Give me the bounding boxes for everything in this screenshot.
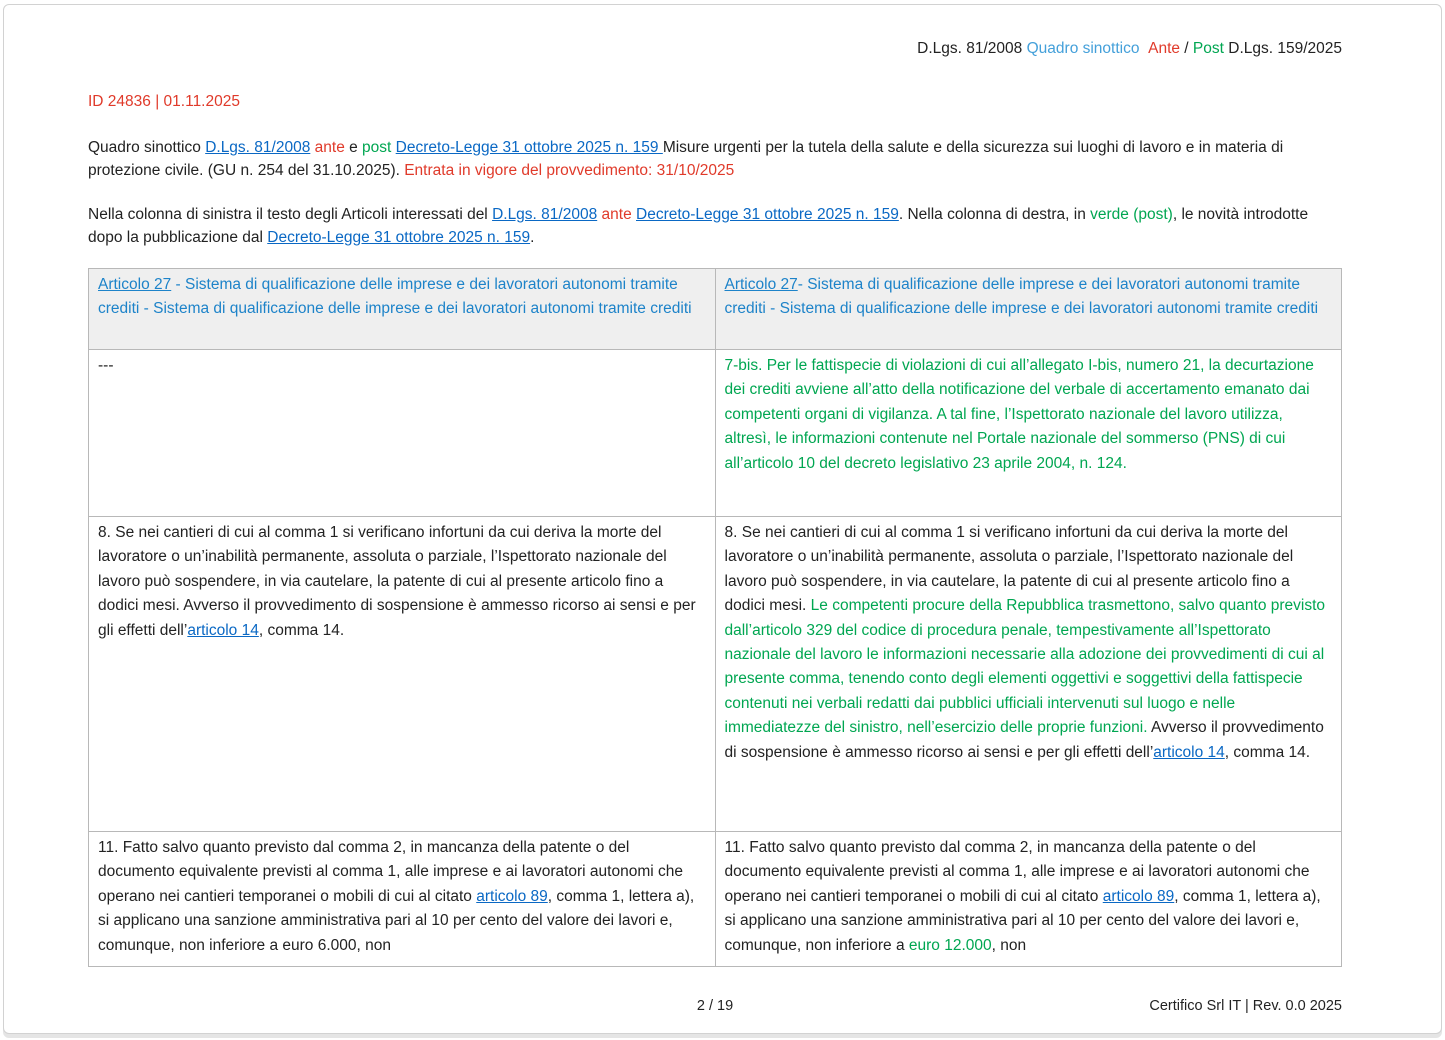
page-footer	[88, 998, 1342, 1018]
text-link[interactable]: Decreto-Legge 31 ottobre 2025 n. 159	[395, 139, 663, 156]
text-link[interactable]: D.Lgs. 81/2008	[205, 139, 311, 156]
text-segment: , le novità introdotte dopo la pubblicazione dal	[88, 206, 1309, 246]
text-segment: , comma 1, lettera a), si applicano una sanzione amministrativa pari al 10 per cento del valore dei lavori e, comunque, non inferiore a euro 6.000, non	[98, 887, 695, 954]
text-segment: .	[530, 228, 535, 246]
text-link[interactable]: Decreto-Legge 31 ottobre 2025 n. 159	[267, 228, 531, 246]
text-segment: Avverso il provvedimento di sospensione è ammesso ricorso ai sensi e per gli effetti dell’	[724, 719, 1324, 761]
text-segment: Ante	[1148, 40, 1180, 57]
text-segment: - Sistema di qualificazione delle imprese e dei lavoratori autonomi tramite crediti - Sistema di qualificazione delle imprese e dei lavoratori autonomi tramite crediti	[724, 276, 1319, 318]
text-link[interactable]: Articolo 27	[98, 276, 172, 293]
header-cell-ante-text	[98, 273, 705, 322]
footer-brand: Certifico Srl IT | Rev. 0.0 2025	[1149, 998, 1342, 1014]
text-segment: Quadro sinottico	[1026, 40, 1140, 57]
header-cell-post	[715, 269, 1342, 350]
text-segment: 7-bis. Per le fattispecie di violazioni di cui all’allegato I-bis, numero 21, la decurtazione dei crediti avviene all’atto della notificazione del verbale di accertamento emanato dai competenti organi di vigilanza. A tal fine, l’Ispettorato nazionale del lavoro utilizza, altresì, le informazioni contenute nel Portale nazionale del sommerso (PNS) di cui all’articolo 10 del decreto legislativo 23 aprile 2004, n. 124.	[724, 357, 1314, 472]
text-segment: ante	[314, 139, 345, 156]
page-number-indicator: 2 / 19	[696, 998, 734, 1014]
table-row	[89, 350, 1342, 517]
cell-post	[715, 350, 1342, 517]
cell-post-text	[725, 521, 1332, 765]
cell-post	[715, 832, 1342, 967]
header-cell-ante	[89, 269, 716, 350]
text-segment: /	[1180, 40, 1193, 57]
text-segment: Misure urgenti per la tutela della salute e della sicurezza sui luoghi di lavoro e in materia di protezione civile. (GU n. 254 del 31.10.2025).	[88, 139, 1284, 179]
text-segment	[1139, 40, 1148, 57]
text-segment: D.Lgs. 81/2008	[917, 40, 1027, 57]
text-segment: Nella colonna di sinistra il testo degli Articoli interessati del	[88, 206, 493, 223]
cell-ante	[89, 517, 716, 832]
text-segment: ---	[98, 357, 114, 374]
text-segment: . Nella colonna di destra, in	[898, 206, 1091, 223]
text-segment: Entrata in vigore del provvedimento: 31/10/2025	[404, 161, 735, 179]
header-cell-post-text	[725, 273, 1332, 322]
text-link[interactable]: articolo 89	[1102, 887, 1175, 905]
text-segment: post	[362, 139, 392, 156]
cell-post-text	[725, 354, 1332, 476]
page-top-header	[88, 39, 1342, 59]
text-segment: - Sistema di qualificazione delle imprese e dei lavoratori autonomi tramite crediti - Sistema di qualificazione delle imprese e dei lavoratori autonomi tramite crediti	[98, 276, 692, 318]
cell-ante-text	[98, 521, 705, 643]
text-link[interactable]: articolo 89	[476, 887, 548, 905]
cell-post	[715, 517, 1342, 832]
intro-paragraph	[88, 137, 1342, 182]
cell-ante	[89, 832, 716, 967]
document-page	[3, 4, 1442, 1034]
table-row	[89, 832, 1342, 967]
columns-note-paragraph	[88, 204, 1342, 249]
comparison-table-wrap	[88, 268, 1342, 967]
text-link[interactable]: articolo 14	[1153, 743, 1225, 761]
table-header-row	[89, 269, 1342, 350]
text-link[interactable]: D.Lgs. 81/2008	[492, 206, 598, 223]
text-segment: ante	[601, 206, 632, 223]
text-segment: e	[344, 139, 363, 156]
text-segment: Quadro sinottico	[88, 139, 206, 156]
text-segment: , comma 1, lettera a), si applicano una sanzione amministrativa pari al 10 per cento del valore dei lavori e, comunque, non inferiore a	[724, 887, 1321, 954]
text-segment: Le competenti procure della Repubblica trasmettono, salvo quanto previsto dall’articolo 329 del codice di procedura penale, tempestivamente all’Ispettorato nazionale del lavoro le informazioni necessarie alla adozione dei provvedimenti di cui al presente comma, tenendo conto degli elementi oggettivi e soggettivi della fattispecie contenuti nei verbali redatti dai pubblici ufficiali intervenuti sul luogo e nelle immediatezze del sinistro, nell’esercizio delle proprie funzioni.	[724, 597, 1326, 737]
text-segment: 8. Se nei cantieri di cui al comma 1 si verificano infortuni da cui deriva la morte del lavoratore o un’inabilità permanente, assoluta o parziale, l’Ispettorato nazionale del lavoro può sospendere, in via cautelare, la patente di cui al presente articolo fino a dodici mesi.	[724, 524, 1294, 615]
text-segment: , comma 14.	[258, 621, 345, 639]
cell-ante-text	[98, 836, 705, 958]
document-id-line: ID 24836 | 01.11.2025	[88, 93, 240, 110]
cell-ante	[89, 350, 716, 517]
text-segment: euro 12.000	[908, 936, 992, 954]
cell-ante-text	[98, 354, 705, 378]
text-segment: 8. Se nei cantieri di cui al comma 1 si verificano infortuni da cui deriva la morte del lavoratore o un’inabilità permanente, assoluta o parziale, l’Ispettorato nazionale del lavoro può sospendere, in via cautelare, la patente di cui al presente articolo fino a dodici mesi. Avverso il provvedimento di sospensione è ammesso ricorso ai sensi e per gli effetti dell’	[98, 524, 696, 639]
text-segment: Post	[1192, 40, 1224, 57]
text-link[interactable]: Articolo 27	[724, 276, 798, 293]
text-segment: D.Lgs. 159/2025	[1223, 40, 1342, 57]
text-link[interactable]: articolo 14	[187, 621, 259, 639]
text-segment: , comma 14.	[1224, 743, 1311, 761]
text-segment: , non	[991, 936, 1027, 954]
text-segment: verde (post)	[1090, 206, 1173, 223]
table-row	[89, 517, 1342, 832]
cell-post-text	[725, 836, 1332, 958]
text-segment: 11. Fatto salvo quanto previsto dal comma 2, in mancanza della patente o del documento equivalente previsti al comma 1, alle imprese e ai lavoratori autonomi che operano nei cantieri temporanei o mobili di cui al citato	[724, 839, 1310, 905]
text-link[interactable]: Decreto-Legge 31 ottobre 2025 n. 159	[636, 206, 899, 223]
text-segment: 11. Fatto salvo quanto previsto dal comma 2, in mancanza della patente o del documento equivalente previsti al comma 1, alle imprese e ai lavoratori autonomi che operano nei cantieri temporanei o mobili di cui al citato	[98, 839, 683, 905]
comparison-table	[88, 268, 1342, 967]
